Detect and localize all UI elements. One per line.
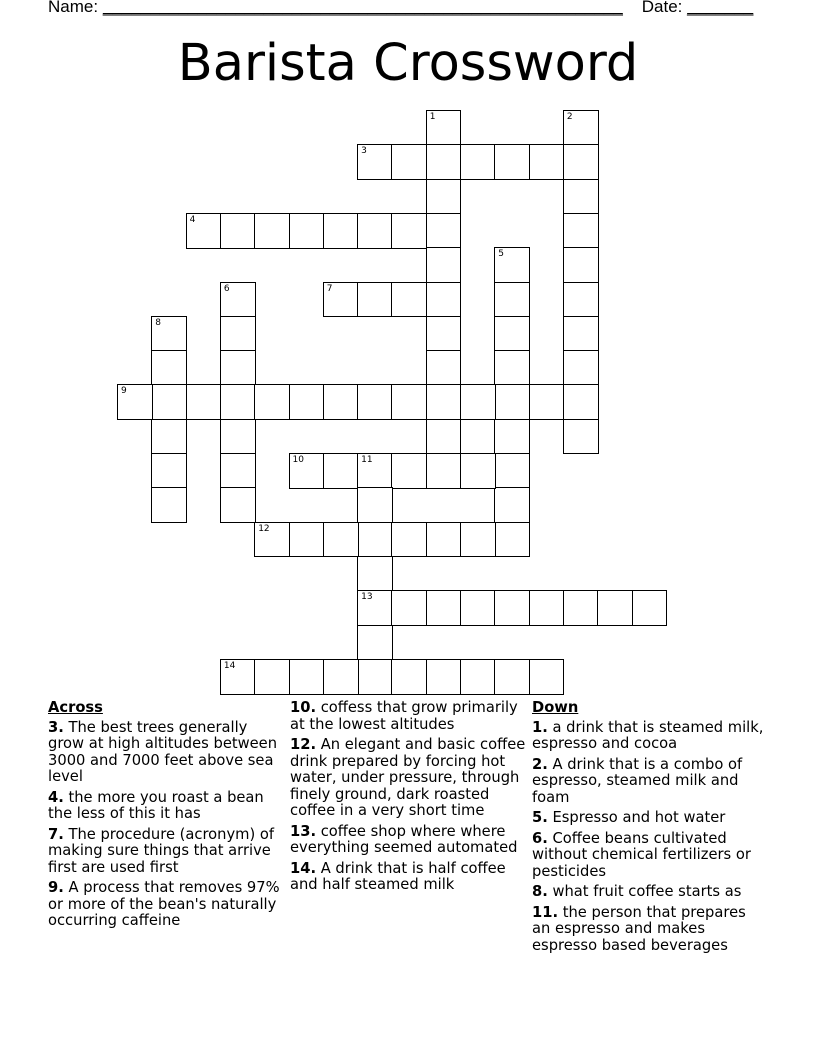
across-heading: Across [48,699,103,716]
grid-cell[interactable] [323,282,359,318]
grid-cell[interactable] [391,213,427,249]
clue-item [532,905,768,955]
grid-cell[interactable] [391,453,427,489]
grid-cell[interactable] [494,419,530,455]
grid-cell[interactable] [357,625,393,661]
clue-item [532,810,768,827]
clue-item-text: a drink that is steamed milk, espresso and cocoa [532,718,764,752]
clue-item-number: 8. [532,883,548,900]
clue-item [532,884,768,901]
grid-cell[interactable] [426,282,462,318]
grid-cell[interactable] [426,590,462,626]
clue-item-text: Coffee beans cultivated without chemical fertilizers or pesticides [532,829,751,880]
grid-cell[interactable] [391,282,427,318]
clue-item-number: 12. [290,736,317,753]
grid-cell[interactable] [494,487,530,523]
grid-cell[interactable] [220,350,256,386]
grid-cell[interactable] [426,350,462,386]
grid-cell[interactable] [563,110,599,146]
across-clues-column [48,700,284,934]
clue-item-number: 4. [48,788,64,806]
grid-cell[interactable] [254,522,290,558]
grid-cell[interactable] [494,350,530,386]
across-clues-column-continued [290,700,526,898]
clue-item-number: 14. [290,859,317,877]
grid-cell[interactable] [563,247,599,283]
grid-cell[interactable] [357,213,393,249]
grid-cell[interactable] [563,419,599,455]
clue-item [290,824,526,857]
clue-item-text: the more you roast a bean the less of this it has [48,788,264,822]
grid-cell[interactable] [494,522,530,558]
down-clues-column [532,700,768,958]
clue-item-number: 11. [532,903,559,921]
grid-cell[interactable] [289,384,325,420]
clue-item [48,720,284,786]
grid-cell[interactable] [220,316,256,352]
clue-number: 12 [258,523,270,534]
grid-cell[interactable] [357,453,393,489]
grid-cell[interactable] [220,384,256,420]
grid-cell[interactable] [323,384,359,420]
grid-cell[interactable] [494,659,530,695]
down-heading: Down [532,699,579,716]
grid-cell[interactable] [220,213,256,249]
grid-cell[interactable] [494,247,530,283]
grid-cell[interactable] [529,144,565,180]
clue-item-number: 13. [290,822,317,840]
grid-cell[interactable] [220,282,256,318]
grid-cell[interactable] [563,590,599,626]
clue-item [290,737,526,820]
grid-cell[interactable] [254,384,290,420]
page-title: Barista Crossword [177,34,639,93]
grid-cell[interactable] [426,659,462,695]
clue-number: 14 [223,660,236,671]
grid-cell[interactable] [220,659,256,695]
clue-item [532,720,768,753]
clue-item-text: coffess that grow primarily at the lowest altitudes [290,699,518,733]
grid-cell[interactable] [391,522,427,558]
grid-cell[interactable] [460,659,496,695]
name-blank[interactable]: _______________________________________________________ [102,0,623,16]
clue-item [532,831,768,881]
grid-cell[interactable] [426,316,462,352]
grid-cell[interactable] [391,144,427,180]
grid-cell[interactable] [357,590,393,626]
grid-cell[interactable] [151,419,187,455]
grid-cell[interactable] [494,144,530,180]
name-label: Name: [48,0,99,16]
clue-number: 1 [429,112,436,122]
grid-cell[interactable] [460,144,496,180]
clue-item-text: what fruit coffee starts as [547,883,742,900]
grid-cell[interactable] [597,590,633,626]
clue-number: 2 [566,112,573,122]
grid-cell[interactable] [426,144,462,180]
grid-cell[interactable] [563,350,599,386]
grid-cell[interactable] [220,419,256,455]
clue-item-number: 3. [48,718,64,736]
grid-cell[interactable] [186,384,222,420]
clue-item-number: 2. [532,755,548,773]
grid-cell[interactable] [426,522,462,558]
grid-cell[interactable] [494,282,530,318]
grid-cell[interactable] [151,487,187,523]
clue-number: 6 [223,283,230,294]
clue-number: 4 [189,214,196,225]
grid-cell[interactable] [151,350,187,386]
grid-cell[interactable] [391,659,427,695]
grid-cell[interactable] [391,384,427,420]
clue-number: 10 [292,455,304,465]
grid-cell[interactable] [494,453,530,489]
clue-item [48,790,284,823]
grid-cell[interactable] [460,590,496,626]
grid-cell[interactable] [254,213,290,249]
grid-cell[interactable] [460,384,496,420]
clue-number: 8 [155,317,162,328]
clue-item-number: 10. [290,699,317,716]
grid-cell[interactable] [323,453,359,489]
grid-cell[interactable] [563,316,599,352]
clue-item-number: 5. [532,809,548,826]
clue-item-number: 6. [532,829,548,847]
grid-cell[interactable] [220,453,256,489]
grid-cell[interactable] [494,590,530,626]
clue-item-text: An elegant and basic coffee drink prepared by forcing hot water, under pressure, through finely ground, dark roasted coffee in a very short time [290,736,526,819]
grid-cell[interactable] [426,453,462,489]
clue-item [532,757,768,807]
grid-cell[interactable] [220,487,256,523]
clue-item-text: A drink that is a combo of espresso, steamed milk and foam [532,755,743,806]
clue-item-number: 7. [48,825,64,843]
clue-item [48,880,284,930]
grid-cell[interactable] [426,179,462,215]
grid-cell[interactable] [426,419,462,455]
grid-cell[interactable] [151,453,187,489]
grid-cell[interactable] [289,659,325,695]
clue-number: 7 [326,283,333,294]
clue-item [290,700,526,733]
grid-cell[interactable] [357,659,393,695]
clue-item-text: A drink that is half coffee and half steamed milk [290,859,506,893]
grid-cell[interactable] [151,316,187,352]
clue-number: 11 [361,455,373,465]
grid-cell[interactable] [426,110,462,146]
clue-item-number: 1. [532,718,548,736]
grid-cell[interactable] [563,213,599,249]
grid-cell[interactable] [529,659,565,695]
clue-number: 5 [498,249,505,260]
clue-number: 13 [361,592,373,603]
grid-cell[interactable] [289,522,325,558]
clue-item [48,827,284,877]
grid-cell[interactable] [357,556,393,592]
grid-cell[interactable] [529,384,565,420]
grid-cell[interactable] [357,487,393,523]
grid-cell[interactable] [460,522,496,558]
grid-cell[interactable] [426,247,462,283]
grid-cell[interactable] [426,213,462,249]
clue-item-text: the person that prepares an espresso and makes espresso based beverages [532,903,746,954]
grid-cell[interactable] [357,144,393,180]
date-label: Date: [641,0,683,16]
grid-cell[interactable] [357,384,393,420]
date-blank[interactable]: _______ [687,0,754,16]
grid-cell[interactable] [563,282,599,318]
grid-cell[interactable] [563,384,599,420]
grid-cell[interactable] [117,384,153,420]
grid-cell[interactable] [426,384,462,420]
grid-cell[interactable] [494,316,530,352]
grid-cell[interactable] [186,213,222,249]
grid-cell[interactable] [563,179,599,215]
clue-item-number: 9. [48,879,64,896]
grid-cell[interactable] [391,590,427,626]
clue-item-text: Espresso and hot water [547,809,726,826]
grid-cell[interactable] [494,384,530,420]
grid-cell[interactable] [151,384,187,420]
clue-item [290,861,526,894]
clue-item-text: The procedure (acronym) of making sure things that arrive first are used first [48,825,275,876]
clue-item-text: A process that removes 97% or more of the bean's naturally occurring caffeine [48,879,280,929]
grid-cell[interactable] [289,453,325,489]
grid-cell[interactable] [529,590,565,626]
clue-item-text: coffee shop where where everything seemed automated [290,822,518,856]
grid-cell[interactable] [323,659,359,695]
clue-item-text: The best trees generally grow at high altitudes between 3000 and 7000 feet above sea level [48,718,278,785]
grid-cell[interactable] [357,522,393,558]
grid-cell[interactable] [254,659,290,695]
grid-cell[interactable] [323,213,359,249]
grid-cell[interactable] [323,522,359,558]
grid-cell[interactable] [563,144,599,180]
grid-cell[interactable] [632,590,668,626]
grid-cell[interactable] [357,282,393,318]
clue-number: 3 [361,146,367,157]
grid-cell[interactable] [289,213,325,249]
grid-cell[interactable] [460,453,496,489]
clue-number: 9 [121,386,127,397]
